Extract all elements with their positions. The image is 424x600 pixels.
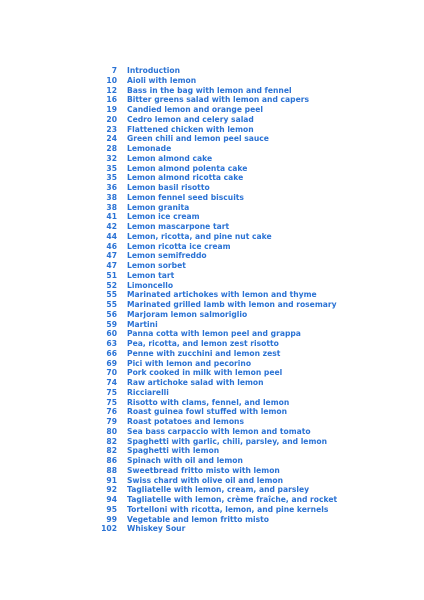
toc-entry[interactable] [96, 388, 337, 398]
toc-page-number: 47 [106, 261, 117, 270]
toc-recipe-title[interactable]: Swiss chard with olive oil and lemon [127, 475, 284, 485]
toc-recipe-title[interactable]: Lemon mascarpone tart [127, 222, 230, 231]
toc-entry[interactable] [96, 349, 337, 359]
toc-page-number: 102 [101, 524, 117, 534]
toc-recipe-title[interactable]: Lemon ice cream [127, 212, 200, 222]
toc-recipe-title[interactable]: Marjoram lemon salmoriglio [127, 309, 248, 319]
toc-entry[interactable] [96, 154, 337, 164]
toc-page-number: 88 [106, 465, 117, 475]
toc-recipe-title[interactable]: Lemon semifreddo [127, 251, 207, 261]
toc-page-number: 38 [106, 202, 117, 212]
toc-page-number: 24 [106, 134, 117, 144]
toc-entry[interactable] [96, 329, 337, 339]
toc-entry[interactable] [96, 495, 337, 505]
toc-entry[interactable] [96, 271, 337, 281]
toc-recipe-title[interactable]: Lemon, ricotta, and pine nut cake [127, 231, 272, 241]
toc-recipe-title[interactable]: Tagliatelle with lemon, crème fraîche, and rocket [127, 495, 338, 504]
toc-page-number: 70 [106, 368, 117, 378]
toc-page-number: 10 [106, 75, 117, 85]
toc-entry[interactable] [96, 222, 337, 232]
toc-page-number: 63 [106, 339, 117, 348]
toc-recipe-title[interactable]: Ricciarelli [127, 387, 169, 397]
toc-page-number: 59 [106, 319, 117, 329]
toc-recipe-title[interactable]: Candied lemon and orange peel [127, 105, 263, 114]
toc-entry[interactable] [96, 417, 337, 427]
toc-recipe-title[interactable]: Introduction [127, 66, 181, 75]
toc-recipe-title[interactable]: Tortelloni with ricotta, lemon, and pine kernels [127, 504, 329, 514]
toc-recipe-title[interactable]: Lemon granita [127, 202, 190, 212]
toc-entry[interactable] [96, 173, 337, 183]
toc-recipe-title[interactable]: Lemon sorbet [127, 261, 186, 270]
table-of-contents [96, 66, 337, 534]
toc-recipe-title[interactable]: Roast guinea fowl stuffed with lemon [127, 407, 288, 417]
toc-entry[interactable] [96, 125, 337, 135]
toc-recipe-title[interactable]: Tagliatelle with lemon, cream, and parsley [127, 485, 310, 495]
toc-entry[interactable] [96, 290, 337, 300]
toc-recipe-title[interactable]: Risotto with clams, fennel, and lemon [127, 397, 290, 407]
toc-page-number: 79 [106, 417, 117, 426]
toc-page-number: 51 [106, 270, 117, 280]
toc-recipe-title[interactable]: Lemon almond polenta cake [127, 163, 248, 173]
toc-entry[interactable] [96, 437, 337, 447]
toc-entry[interactable] [96, 183, 337, 193]
toc-page-number: 35 [106, 163, 117, 173]
toc-entry[interactable] [96, 515, 337, 525]
toc-entry[interactable] [96, 144, 337, 154]
toc-entry[interactable] [96, 456, 337, 466]
toc-entry[interactable] [96, 407, 337, 417]
toc-entry[interactable] [96, 66, 337, 76]
toc-entry[interactable] [96, 76, 337, 86]
toc-page-number: 42 [106, 222, 117, 231]
toc-recipe-title[interactable]: Bitter greens salad with lemon and capers [127, 95, 310, 105]
toc-page-number: 66 [106, 348, 117, 358]
toc-page-number: 52 [106, 280, 117, 290]
toc-entry[interactable] [96, 105, 337, 115]
toc-entry[interactable] [96, 427, 337, 437]
toc-page-number: 94 [106, 495, 117, 504]
toc-page-number: 56 [106, 309, 117, 319]
toc-entry[interactable] [96, 86, 337, 96]
toc-page-number: 32 [106, 153, 117, 163]
toc-recipe-title[interactable]: Cedro lemon and celery salad [127, 114, 254, 124]
toc-entry[interactable] [96, 446, 337, 456]
toc-page-number: 95 [106, 504, 117, 514]
toc-page-number: 7 [111, 66, 117, 75]
toc-recipe-title[interactable]: Whiskey Sour [127, 524, 186, 534]
toc-entry[interactable] [96, 251, 337, 261]
toc-recipe-title[interactable]: Lemon almond ricotta cake [127, 173, 244, 183]
toc-page-number: 55 [106, 300, 117, 309]
toc-recipe-title[interactable]: Sweetbread fritto misto with lemon [127, 465, 280, 475]
toc-page-number: 91 [106, 475, 117, 485]
toc-recipe-title[interactable]: Lemon almond cake [127, 153, 213, 163]
toc-entry[interactable] [96, 466, 337, 476]
toc-recipe-title[interactable]: Martini [127, 319, 158, 329]
toc-page-number: 41 [106, 212, 117, 222]
toc-page-number: 75 [106, 397, 117, 407]
toc-entry[interactable] [96, 115, 337, 125]
toc-recipe-title[interactable]: Green chili and lemon peel sauce [127, 134, 269, 144]
toc-entry[interactable] [96, 300, 337, 310]
toc-page-number: 80 [106, 426, 117, 436]
toc-entry[interactable] [96, 203, 337, 213]
toc-recipe-title[interactable]: Marinated artichokes with lemon and thyme [127, 290, 317, 300]
toc-entry[interactable] [96, 476, 337, 486]
toc-recipe-title[interactable]: Panna cotta with lemon peel and grappa [127, 329, 301, 339]
toc-page-number: 23 [106, 124, 117, 134]
toc-page-number: 60 [106, 329, 117, 339]
toc-recipe-title[interactable]: Roast potatoes and lemons [127, 417, 244, 426]
toc-page-number: 75 [106, 387, 117, 397]
toc-entry[interactable] [96, 95, 337, 105]
toc-entry[interactable] [96, 378, 337, 388]
toc-page-number: 99 [106, 514, 117, 524]
toc-entry[interactable] [96, 505, 337, 515]
toc-page-number: 55 [106, 290, 117, 300]
toc-entry[interactable] [96, 242, 337, 252]
toc-recipe-title[interactable]: Sea bass carpaccio with lemon and tomato [127, 426, 311, 436]
toc-page-number: 35 [106, 173, 117, 183]
toc-recipe-title[interactable]: Bass in the bag with lemon and fennel [127, 85, 292, 95]
toc-page-number: 47 [106, 251, 117, 261]
toc-page-number: 19 [106, 105, 117, 114]
toc-recipe-title[interactable]: Lemon tart [127, 270, 175, 280]
toc-recipe-title[interactable]: Lemon fennel seed biscuits [127, 192, 244, 202]
toc-recipe-title[interactable]: Penne with zucchini and lemon zest [127, 348, 281, 358]
toc-entry[interactable] [96, 164, 337, 174]
toc-page-number: 74 [106, 378, 117, 387]
toc-page-number: 82 [106, 446, 117, 456]
toc-entry[interactable] [96, 320, 337, 330]
toc-entry[interactable] [96, 281, 337, 291]
toc-entry[interactable] [96, 359, 337, 369]
toc-entry[interactable] [96, 368, 337, 378]
toc-page-number: 28 [106, 144, 117, 153]
toc-page-number: 44 [106, 231, 117, 241]
toc-recipe-title[interactable]: Spinach with oil and lemon [127, 456, 243, 465]
toc-recipe-title[interactable]: Raw artichoke salad with lemon [127, 378, 264, 387]
toc-entry[interactable] [96, 310, 337, 320]
toc-page-number: 46 [106, 241, 117, 251]
toc-recipe-title[interactable]: Lemonade [127, 144, 172, 153]
toc-entry[interactable] [96, 524, 337, 534]
toc-entry[interactable] [96, 261, 337, 271]
toc-page-number: 36 [106, 183, 117, 192]
toc-entry[interactable] [96, 398, 337, 408]
toc-recipe-title[interactable]: Pork cooked in milk with lemon peel [127, 368, 283, 378]
toc-page-number: 38 [106, 192, 117, 202]
toc-recipe-title[interactable]: Marinated grilled lamb with lemon and rosemary [127, 300, 337, 309]
toc-recipe-title[interactable]: Spaghetti with garlic, chili, parsley, and lemon [127, 436, 327, 446]
toc-entry[interactable] [96, 212, 337, 222]
toc-recipe-title[interactable]: Spaghetti with lemon [127, 446, 220, 456]
toc-entry[interactable] [96, 339, 337, 349]
toc-recipe-title[interactable]: Pici with lemon and pecorino [127, 358, 252, 368]
toc-entry[interactable] [96, 134, 337, 144]
toc-page-number: 92 [106, 485, 117, 495]
toc-recipe-title[interactable]: Pea, ricotta, and lemon zest risotto [127, 339, 279, 348]
toc-page-number: 69 [106, 358, 117, 368]
toc-recipe-title[interactable]: Flattened chicken with lemon [127, 124, 254, 134]
toc-recipe-title[interactable]: Lemon basil risotto [127, 183, 210, 192]
toc-page-number: 16 [106, 95, 117, 105]
toc-entry[interactable] [96, 485, 337, 495]
toc-page-number: 82 [106, 436, 117, 446]
toc-recipe-title[interactable]: Lemon ricotta ice cream [127, 241, 231, 251]
toc-recipe-title[interactable]: Limoncello [127, 280, 174, 290]
toc-entry[interactable] [96, 193, 337, 203]
toc-recipe-title[interactable]: Aioli with lemon [127, 75, 197, 85]
toc-entry[interactable] [96, 232, 337, 242]
toc-page-number: 86 [106, 456, 117, 465]
toc-recipe-title[interactable]: Vegetable and lemon fritto misto [127, 514, 269, 524]
toc-page-number: 76 [106, 407, 117, 417]
toc-page-number: 12 [106, 85, 117, 95]
toc-page-number: 20 [106, 114, 117, 124]
